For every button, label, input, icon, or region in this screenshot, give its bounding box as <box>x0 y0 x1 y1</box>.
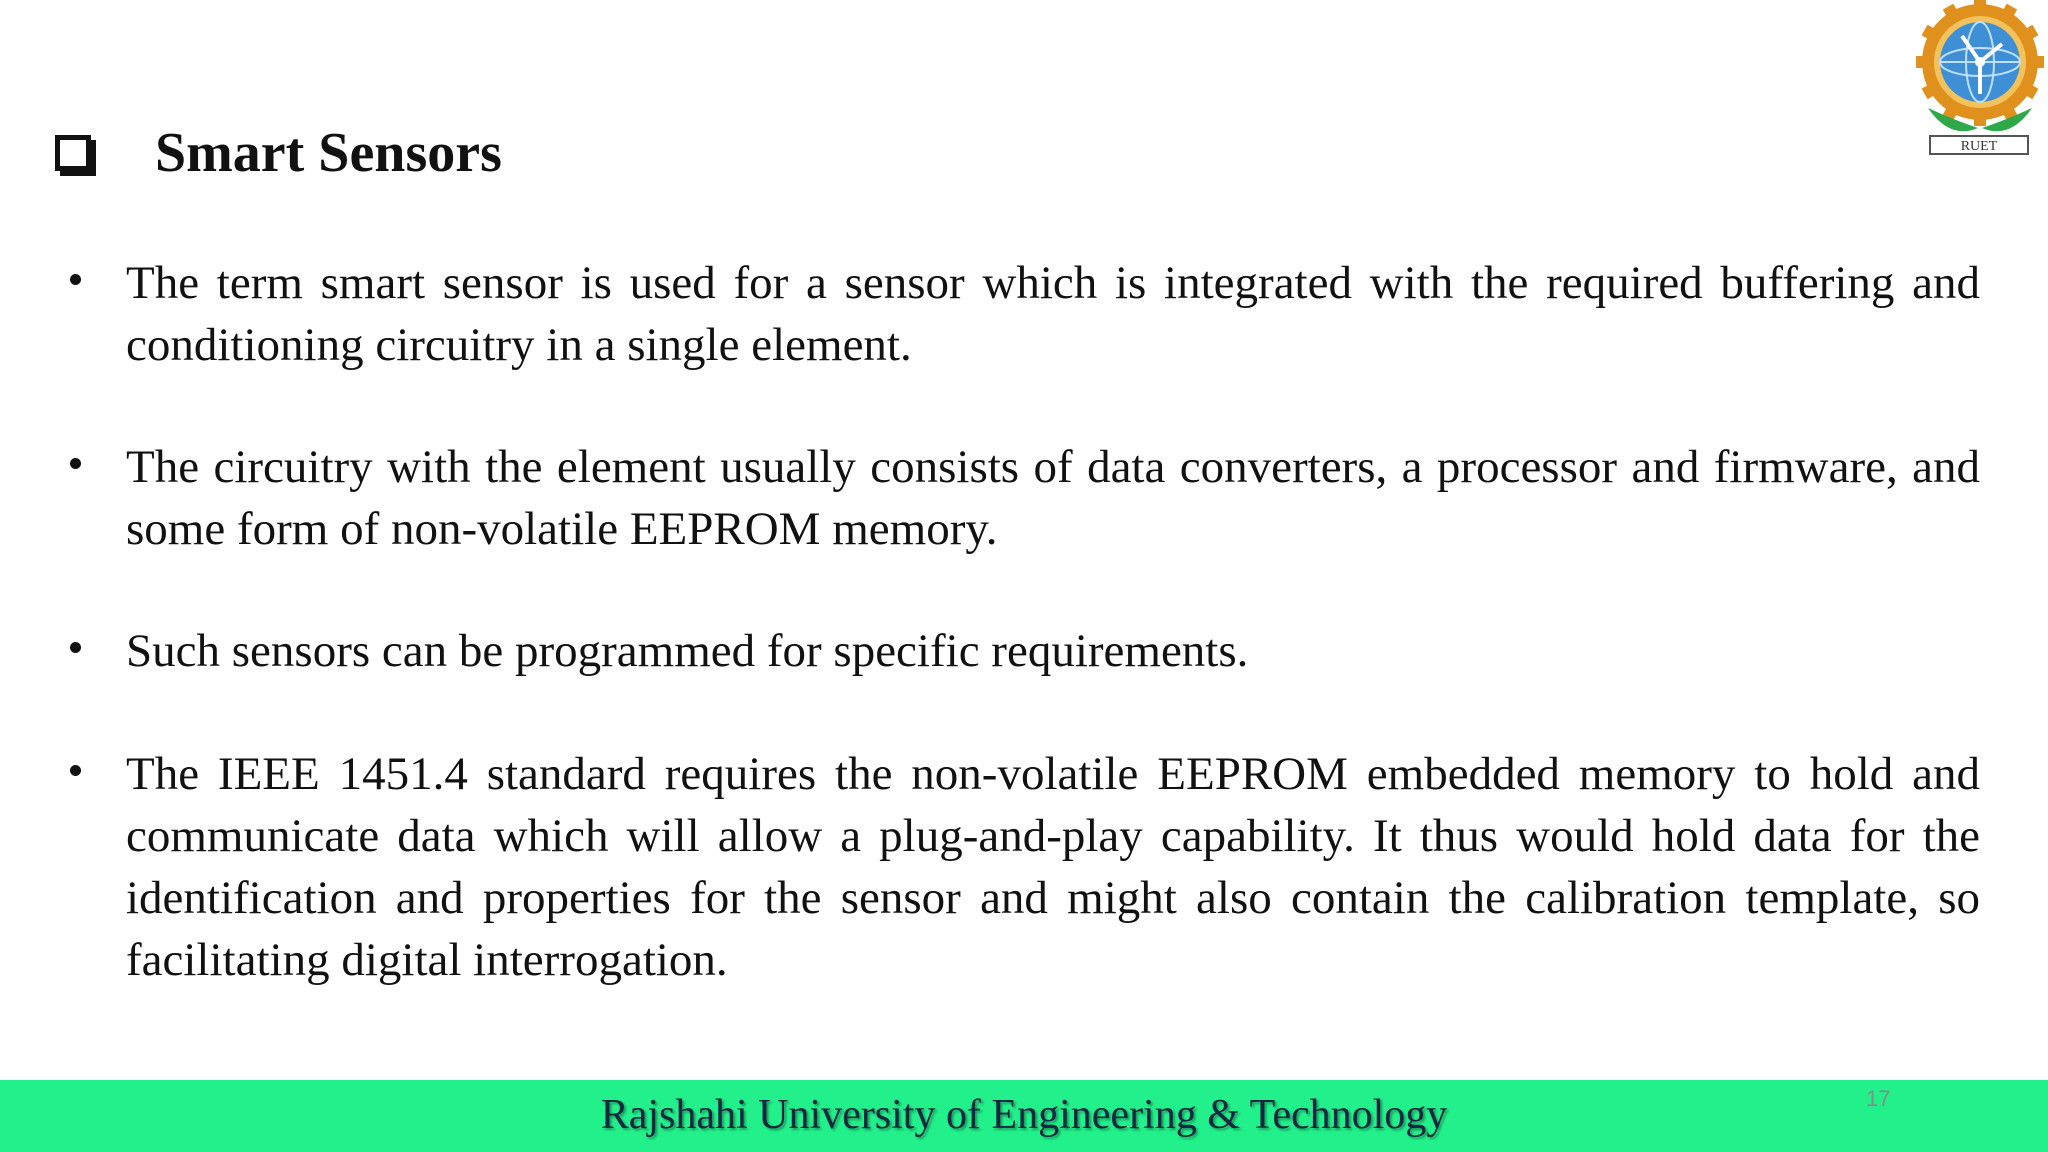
bullet-icon <box>70 458 81 469</box>
page-number: 17 <box>1866 1086 1891 1111</box>
logo-label: RUET <box>1960 139 1998 154</box>
ruet-logo-icon <box>1910 0 2048 168</box>
title-row <box>55 118 502 188</box>
slide-title: Smart Sensors <box>155 122 502 184</box>
bullet-text: Such sensors can be programmed for specific requirements. <box>126 625 1249 677</box>
bullet-text: The term smart sensor is used for a sensor which is integrated with the required buffering and conditioning circuitry in a single element. <box>126 257 1980 371</box>
bullet-text: The circuitry with the element usually consists of data converters, a processor and firmware, and some form of non-volatile EEPROM memory. <box>126 441 1980 555</box>
bullet-icon <box>70 642 81 653</box>
bullet-icon <box>70 274 81 285</box>
bullet-text: The IEEE 1451.4 standard requires the non-volatile EEPROM embedded memory to hold and communicate data which will allow a plug-and-play capability. It thus would hold data for the identification and properties for the sensor and might also contain the calibration template, so facilitating digital interrogation. <box>126 748 1980 986</box>
footer-institution-name: Rajshahi University of Engineering & Technology <box>600 1092 1448 1138</box>
bullet-icon <box>70 765 81 776</box>
checkbox-square-icon <box>55 135 91 171</box>
